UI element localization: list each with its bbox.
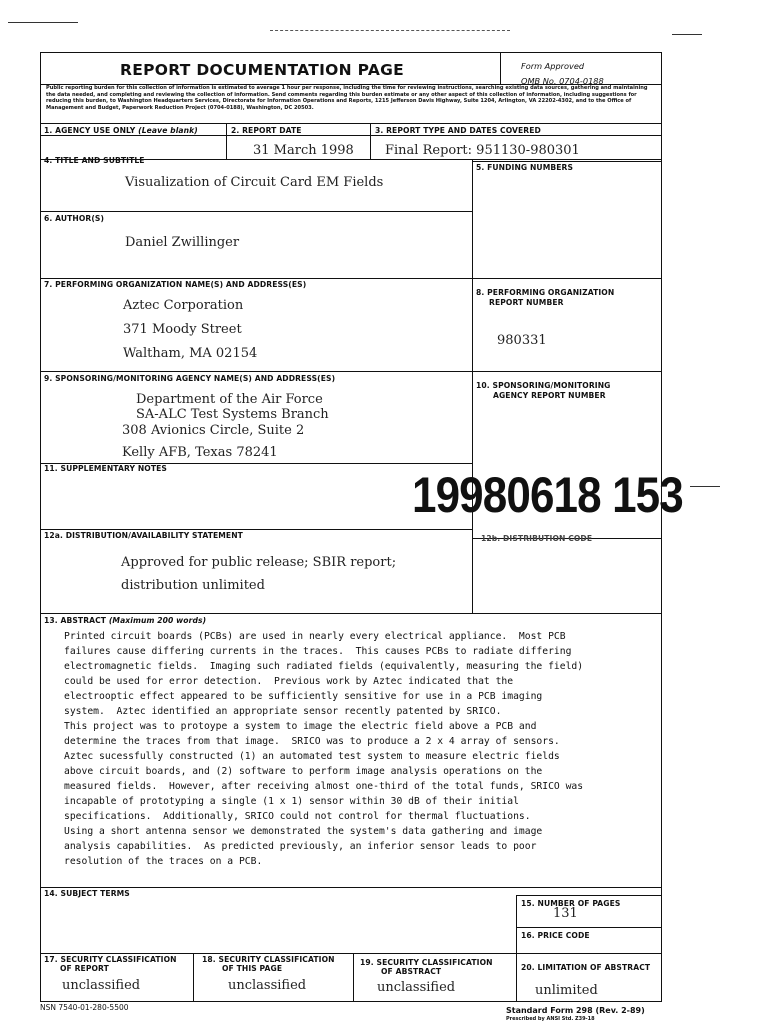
block-divider bbox=[353, 953, 354, 1002]
abstract-line: Using a short antenna sensor we demonstrated the system's data gathering and image bbox=[64, 826, 543, 837]
report-title: Visualization of Circuit Card EM Fields bbox=[125, 175, 384, 190]
burden-notice: Public reporting burden for this collection of information is estimated to average 1 hour per response, including the time for reviewing instructions, searching existing data sources, gathering and maintaining the data needed, and completing and reviewing the collection of information. Send comments regarding this burden estimate or any other aspect of this collection of information, including suggestions for reducing this burden, to Washington Headquarters Services, Directorate for Information Operations and Reports, 1215 Jefferson Davis Highway, Suite 1204, Arlington, VA 22202-4302, and to the Office of Management and Budget, Paperwork Reduction Project (0704-0188), Washington, DC 20503. bbox=[46, 85, 648, 111]
security-class-page: unclassified bbox=[228, 978, 307, 993]
block-divider bbox=[516, 895, 517, 953]
block9-label: 9. SPONSORING/MONITORING AGENCY NAME(S) AND ADDRESS(ES) bbox=[44, 374, 336, 383]
block15-label: 15. NUMBER OF PAGES bbox=[521, 899, 621, 908]
report-date: 31 March 1998 bbox=[253, 143, 354, 158]
row-rule bbox=[40, 529, 472, 530]
abstract-line: electromagnetic fields. Imaging such radiated fields (equivalently, measuring the field) bbox=[64, 661, 584, 672]
row-rule bbox=[40, 211, 472, 212]
abstract-line: could be used for error detection. Previous work by Aztec indicated that the bbox=[64, 676, 514, 687]
block8-label-2: REPORT NUMBER bbox=[489, 298, 564, 307]
abstract-line: Printed circuit boards (PCBs) are used in nearly every electrical appliance. Most PCB bbox=[64, 631, 566, 642]
abstract-line: resolution of the traces on a PCB. bbox=[64, 856, 263, 867]
form-approved-label: Form Approved bbox=[521, 61, 585, 71]
block7-label: 7. PERFORMING ORGANIZATION NAME(S) AND ADDRESS(ES) bbox=[44, 280, 307, 289]
form-border-left bbox=[40, 52, 41, 1002]
block-divider bbox=[226, 123, 227, 159]
block8-label: 8. PERFORMING ORGANIZATION bbox=[476, 288, 615, 297]
sponsoring-agency-line: 308 Avionics Circle, Suite 2 bbox=[122, 423, 305, 438]
standard-form-label: Standard Form 298 (Rev. 2-89) bbox=[506, 1006, 645, 1015]
row-rule bbox=[472, 161, 662, 162]
performing-report-number: 980331 bbox=[497, 333, 547, 348]
header-divider bbox=[500, 52, 501, 84]
block12b-label: 12b. DISTRIBUTION CODE bbox=[481, 534, 593, 543]
scan-mark bbox=[690, 486, 720, 487]
block18-label: 18. SECURITY CLASSIFICATION bbox=[202, 955, 335, 964]
row-rule bbox=[40, 887, 662, 888]
block12a-label: 12a. DISTRIBUTION/AVAILABILITY STATEMENT bbox=[44, 531, 243, 540]
block-divider bbox=[193, 953, 194, 1002]
security-class-report: unclassified bbox=[62, 978, 141, 993]
form-title: REPORT DOCUMENTATION PAGE bbox=[120, 61, 405, 79]
abstract-line: determine the traces from that image. SRICO was to produce a 2 x 4 array of sensors. bbox=[64, 736, 560, 747]
block19-label: 19. SECURITY CLASSIFICATION bbox=[360, 958, 493, 967]
number-of-pages: 131 bbox=[553, 906, 578, 921]
block20-label: 20. LIMITATION OF ABSTRACT bbox=[521, 963, 651, 972]
block2-label: 2. REPORT DATE bbox=[231, 126, 302, 135]
row-rule bbox=[40, 278, 662, 279]
scan-mark bbox=[672, 34, 702, 35]
form-border-top bbox=[40, 52, 662, 53]
row-rule bbox=[516, 895, 662, 896]
abstract-line: specifications. Additionally, SRICO could not control for thermal fluctuations. bbox=[64, 811, 531, 822]
block-divider bbox=[370, 123, 371, 159]
block11-label: 11. SUPPLEMENTARY NOTES bbox=[44, 464, 167, 473]
security-class-abstract: unclassified bbox=[377, 980, 456, 995]
prescribed-label: Prescribed by ANSI Std. Z39-18 bbox=[506, 1016, 595, 1022]
abstract-line: measured fields. However, after receiving almost one-third of the total funds, SRICO was bbox=[64, 781, 584, 792]
block10-label-2: AGENCY REPORT NUMBER bbox=[493, 391, 606, 400]
sponsoring-agency-line: Department of the Air Force bbox=[136, 392, 323, 407]
abstract-line: incapable of prototyping a single (1 x 1) sensor within 30 dB of their initial bbox=[64, 796, 519, 807]
block18-label-2: OF THIS PAGE bbox=[222, 964, 283, 973]
scan-mark bbox=[8, 22, 78, 23]
abstract-line: above circuit boards, and (2) software to perform image analysis operations on the bbox=[64, 766, 543, 777]
performing-org-line: 371 Moody Street bbox=[123, 322, 242, 337]
block10-label: 10. SPONSORING/MONITORING bbox=[476, 381, 611, 390]
abstract-line: This project was to protoype a system to image the electric field above a PCB and bbox=[64, 721, 537, 732]
form-border-bottom bbox=[40, 1001, 662, 1002]
form-border-right bbox=[661, 52, 662, 1002]
abstract-line: Aztec sucessfully constructed (1) an automated test system to measure electric fields bbox=[64, 751, 560, 762]
block17-label: 17. SECURITY CLASSIFICATION bbox=[44, 955, 177, 964]
performing-org-line: Aztec Corporation bbox=[123, 298, 244, 313]
sponsoring-agency-line: Kelly AFB, Texas 78241 bbox=[122, 445, 278, 460]
row-rule bbox=[516, 927, 662, 928]
block14-label: 14. SUBJECT TERMS bbox=[44, 889, 130, 898]
block-divider bbox=[516, 953, 517, 1002]
accession-stamp: 19980618 153 bbox=[412, 467, 683, 523]
abstract-line: system. Aztec identified an appropriate sensor recently patented by SRICO. bbox=[64, 706, 502, 717]
limitation-of-abstract: unlimited bbox=[535, 983, 598, 998]
sponsoring-agency-line: SA-ALC Test Systems Branch bbox=[136, 407, 329, 422]
block19-label-2: OF ABSTRACT bbox=[381, 967, 442, 976]
block5-label: 5. FUNDING NUMBERS bbox=[476, 163, 574, 172]
right-column-divider bbox=[472, 159, 473, 613]
abstract-line: analysis capabilities. As predicted previously, an inferior sensor leads to poor bbox=[64, 841, 537, 852]
abstract-line: failures cause differing currents in the traces. This causes PCBs to radiate differing bbox=[64, 646, 572, 657]
performing-org-line: Waltham, MA 02154 bbox=[123, 346, 258, 361]
row-rule bbox=[40, 135, 662, 136]
nsn-number: NSN 7540-01-280-5500 bbox=[40, 1003, 129, 1012]
abstract-line: electrooptic effect appeared to be sufficiently sensitive for use in a PCB imaging bbox=[64, 691, 543, 702]
row-rule bbox=[40, 613, 662, 614]
author: Daniel Zwillinger bbox=[125, 235, 240, 250]
block3-label: 3. REPORT TYPE AND DATES COVERED bbox=[375, 126, 541, 135]
omb-number: OMB No. 0704-0188 bbox=[521, 76, 604, 86]
report-type: Final Report: 951130-980301 bbox=[385, 143, 580, 158]
block1-label: 1. AGENCY USE ONLY (Leave blank) bbox=[44, 126, 198, 135]
distribution-statement-line: distribution unlimited bbox=[121, 578, 265, 593]
block16-label: 16. PRICE CODE bbox=[521, 931, 590, 940]
row-rule bbox=[40, 953, 662, 954]
scan-mark bbox=[270, 30, 510, 31]
row-rule bbox=[40, 371, 662, 372]
block17-label-2: OF REPORT bbox=[60, 964, 109, 973]
block4-label: 4. TITLE AND SUBTITLE bbox=[44, 156, 145, 165]
burden-rule bbox=[40, 123, 662, 124]
block6-label: 6. AUTHOR(S) bbox=[44, 214, 105, 223]
block13-label: 13. ABSTRACT (Maximum 200 words) bbox=[44, 616, 207, 625]
distribution-statement-line: Approved for public release; SBIR report; bbox=[121, 555, 397, 570]
